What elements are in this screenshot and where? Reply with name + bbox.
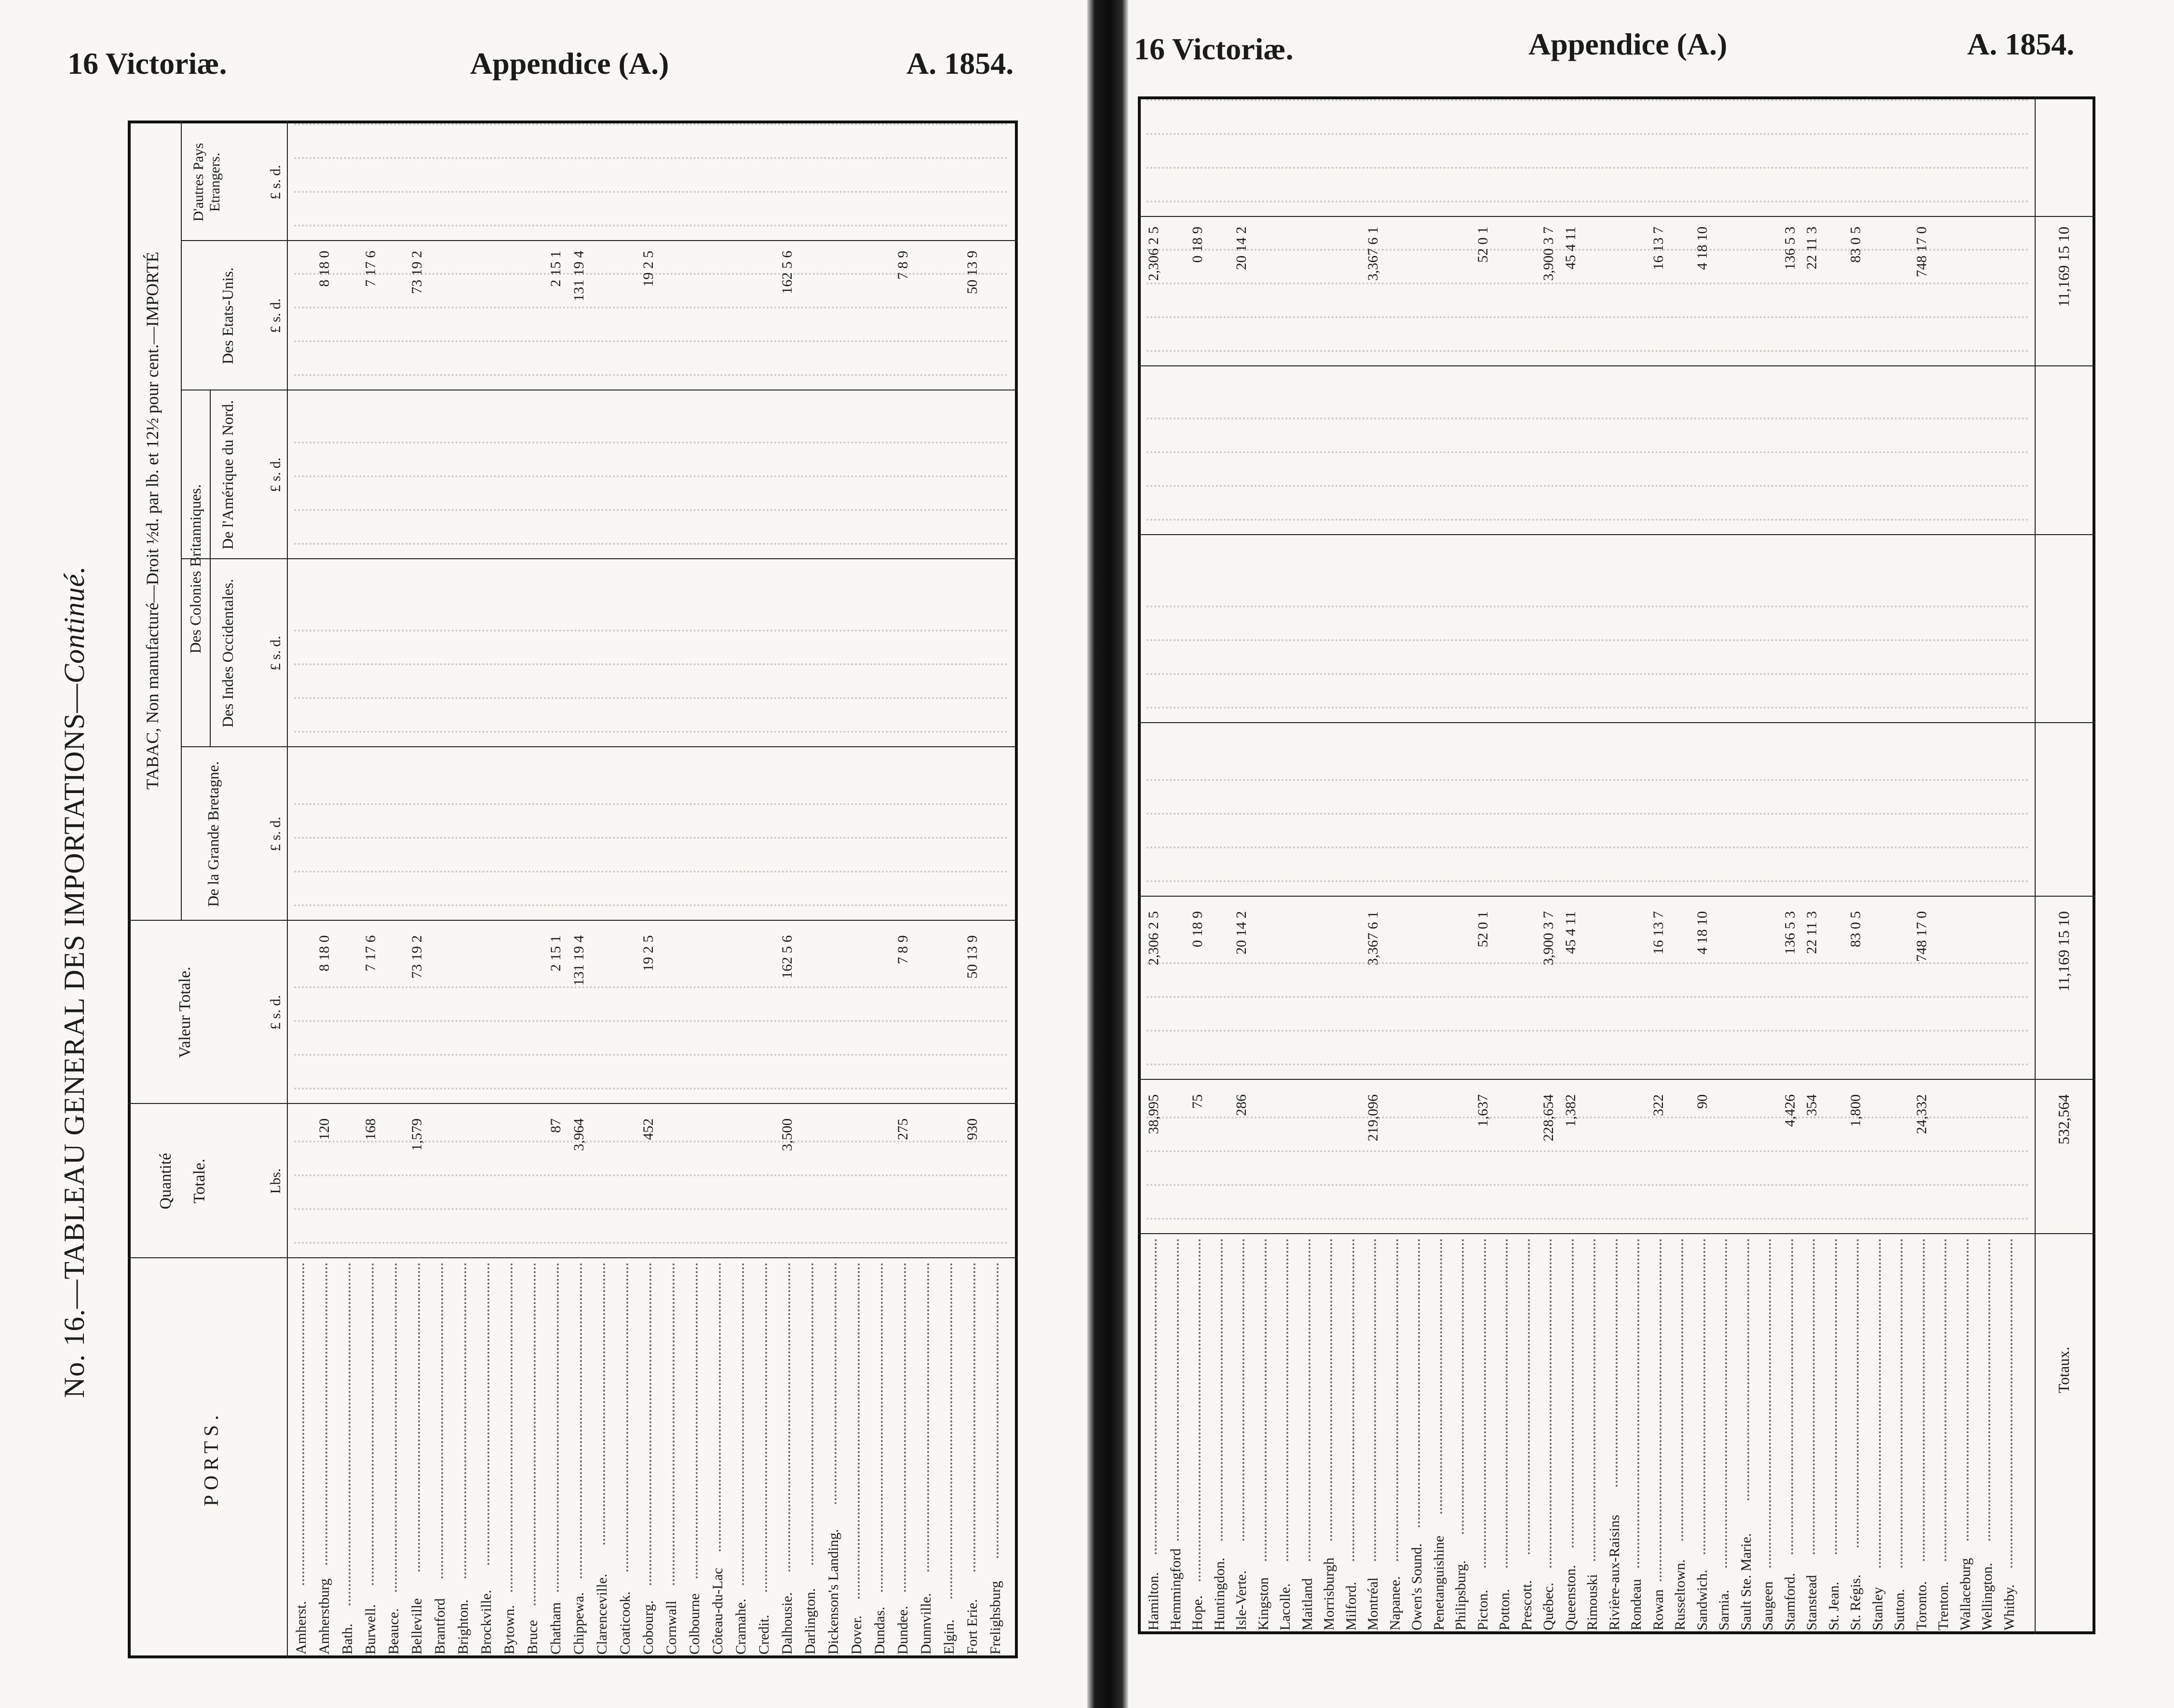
port-name: Picton. xyxy=(1474,1589,1491,1630)
header-year: A. 1854. xyxy=(906,46,1014,81)
port-name: Wallaceburg xyxy=(1957,1558,1973,1630)
port-row xyxy=(896,121,910,1658)
port-value: 73 19 2 xyxy=(409,935,425,979)
port-name: Maitland xyxy=(1299,1578,1315,1630)
port-row xyxy=(1169,96,1183,1634)
port-us-value: 45 4 11 xyxy=(1562,227,1579,269)
port-row xyxy=(942,121,957,1658)
port-row xyxy=(410,121,424,1658)
port-name: Stamford. xyxy=(1782,1573,1798,1630)
port-quantity: 4,426 xyxy=(1782,1094,1798,1127)
port-row xyxy=(595,121,609,1658)
port-value: 20 14 2 xyxy=(1233,911,1249,955)
port-name: Montréal xyxy=(1365,1577,1381,1630)
port-quantity: 168 xyxy=(363,1118,378,1140)
port-name: Rowan xyxy=(1650,1589,1666,1630)
ports-header: PORTS. xyxy=(201,1410,223,1506)
totals-qty: 532,564 xyxy=(2055,1094,2072,1144)
port-quantity: 90 xyxy=(1694,1094,1710,1109)
totals-row xyxy=(2056,96,2076,1634)
port-us-value: 2 15 1 xyxy=(548,251,564,287)
col-other-foreign: D'autres Pays Etrangers. xyxy=(190,143,223,222)
port-row xyxy=(1213,96,1227,1634)
port-name: Potton. xyxy=(1497,1589,1512,1630)
port-row xyxy=(688,121,702,1658)
port-row xyxy=(1629,96,1644,1634)
colonies-header: Des Colonies Britanniques. xyxy=(187,484,204,654)
port-row xyxy=(1278,96,1293,1634)
port-name: Dalhousie. xyxy=(779,1592,795,1654)
port-row xyxy=(387,121,401,1658)
port-row xyxy=(1454,96,1468,1634)
port-name: Dunnville. xyxy=(918,1593,934,1654)
port-name: Rivière-aux-Raisins xyxy=(1606,1515,1622,1630)
port-name: Trenton. xyxy=(1935,1581,1951,1630)
port-name: Lacolle. xyxy=(1277,1583,1293,1630)
port-row xyxy=(1410,96,1424,1634)
port-value: 748 17 0 xyxy=(1913,911,1930,962)
port-quantity: 3,964 xyxy=(571,1118,587,1151)
port-name: Credit. xyxy=(756,1614,772,1654)
port-row xyxy=(965,121,980,1658)
port-name: Côteau-du-Lac xyxy=(710,1568,726,1654)
port-row xyxy=(1915,96,1929,1634)
port-value: 7 8 9 xyxy=(895,935,911,964)
book-gutter xyxy=(1087,0,1128,1708)
port-name: Prescott. xyxy=(1518,1580,1535,1630)
port-us-value: 748 17 0 xyxy=(1913,227,1930,277)
port-row xyxy=(572,121,586,1658)
port-quantity: 354 xyxy=(1804,1094,1820,1116)
port-row xyxy=(479,121,494,1658)
port-row xyxy=(1827,96,1841,1634)
port-name: Sarnia. xyxy=(1716,1589,1732,1630)
port-row xyxy=(826,121,841,1658)
port-us-value: 162 5 6 xyxy=(779,251,795,294)
port-quantity: 38,995 xyxy=(1146,1094,1161,1134)
port-us-value: 4 18 10 xyxy=(1694,227,1710,270)
port-quantity: 322 xyxy=(1650,1094,1666,1116)
port-name: Owen's Sound. xyxy=(1409,1543,1425,1630)
port-name: Toronto. xyxy=(1913,1581,1930,1630)
port-name: Belleville xyxy=(409,1598,425,1654)
port-name: Chippewa. xyxy=(571,1592,587,1654)
port-name: Brockville. xyxy=(478,1589,494,1654)
unit-na: £ s. d. xyxy=(268,457,284,492)
port-row xyxy=(803,121,818,1658)
port-name: Rimouski xyxy=(1584,1574,1600,1630)
port-name: Québec. xyxy=(1540,1582,1556,1630)
port-value: 45 4 11 xyxy=(1562,911,1579,954)
port-row xyxy=(1322,96,1337,1634)
port-row xyxy=(1585,96,1600,1634)
port-row xyxy=(1805,96,1819,1634)
port-name: Amherstburg xyxy=(316,1578,332,1654)
port-name: Napanee. xyxy=(1387,1576,1403,1630)
col-north-america: De l'Amérique du Nord. xyxy=(219,400,236,550)
port-us-value: 52 0 1 xyxy=(1474,227,1491,263)
port-us-value: 3,367 6 1 xyxy=(1365,227,1381,281)
port-value: 3,367 6 1 xyxy=(1365,911,1381,966)
port-row xyxy=(1520,96,1534,1634)
port-row xyxy=(1980,96,1995,1634)
port-row xyxy=(1541,96,1556,1634)
port-name: Bruce xyxy=(525,1620,540,1654)
port-row xyxy=(549,121,563,1658)
port-quantity: 24,332 xyxy=(1913,1094,1930,1134)
totals-label: Totaux. xyxy=(2055,1346,2072,1393)
port-quantity: 1,800 xyxy=(1848,1094,1863,1127)
port-row xyxy=(1739,96,1754,1634)
header-regnal-year-right: 16 Victoriæ. xyxy=(1134,32,1294,66)
port-name: St. Régis. xyxy=(1848,1574,1863,1630)
unit-wi: £ s. d. xyxy=(268,636,284,671)
port-value: 7 17 6 xyxy=(363,935,378,971)
unit-value: £ s. d. xyxy=(268,995,284,1030)
port-value: 22 11 3 xyxy=(1804,911,1820,954)
port-name: Beauce. xyxy=(386,1608,402,1654)
unit-us: £ s. d. xyxy=(268,298,284,333)
port-row xyxy=(1871,96,1885,1634)
port-name: Burwell. xyxy=(363,1604,378,1654)
port-quantity: 275 xyxy=(895,1118,911,1140)
port-name: Stanstead xyxy=(1804,1575,1820,1630)
port-us-value: 83 0 5 xyxy=(1848,227,1863,263)
port-name: Russeltown. xyxy=(1672,1559,1688,1630)
port-name: Dundas. xyxy=(872,1606,888,1654)
port-row xyxy=(988,121,1003,1658)
unit-lbs: Lbs. xyxy=(268,1168,284,1194)
port-us-value: 131 19 4 xyxy=(571,251,587,301)
port-row xyxy=(1344,96,1359,1634)
port-row xyxy=(1366,96,1380,1634)
port-value: 136 5 3 xyxy=(1782,911,1798,955)
port-row xyxy=(1147,96,1161,1634)
port-name: Bytown. xyxy=(501,1605,517,1654)
totals-us: 11,169 15 10 xyxy=(2055,227,2072,307)
port-value: 4 18 10 xyxy=(1694,911,1710,955)
port-name: Cornwall xyxy=(663,1600,679,1654)
totals-value: 11,169 15 10 xyxy=(2055,911,2072,992)
port-name: Dundee. xyxy=(895,1606,911,1654)
port-row xyxy=(1476,96,1490,1634)
port-quantity: 1,382 xyxy=(1562,1094,1579,1127)
port-name: Clarenceville. xyxy=(594,1574,610,1654)
header-appendix: Appendice (A.) xyxy=(470,46,669,81)
port-quantity: 930 xyxy=(964,1118,980,1140)
port-name: Morrisburgh xyxy=(1321,1557,1337,1630)
port-row xyxy=(757,121,771,1658)
port-name: Kingston xyxy=(1255,1577,1271,1630)
port-name: Rondeau xyxy=(1628,1579,1644,1630)
unit-gb: £ s. d. xyxy=(268,817,284,851)
port-quantity: 87 xyxy=(548,1118,564,1133)
port-row xyxy=(873,121,887,1658)
port-row xyxy=(1849,96,1863,1634)
port-name: Philipsburg. xyxy=(1453,1560,1469,1630)
port-value: 8 18 0 xyxy=(316,935,332,971)
port-row xyxy=(1936,96,1951,1634)
port-us-value: 16 13 7 xyxy=(1650,227,1666,270)
port-value: 19 2 5 xyxy=(640,935,656,971)
header-appendix-right: Appendice (A.) xyxy=(1528,27,1728,61)
port-quantity: 452 xyxy=(640,1118,656,1140)
port-name: Fort Erie. xyxy=(964,1599,980,1654)
port-row xyxy=(1717,96,1731,1634)
port-name: Cramahe. xyxy=(733,1599,749,1654)
port-row xyxy=(1564,96,1578,1634)
port-value: 2,306 2 5 xyxy=(1146,911,1161,966)
port-name: Hope. xyxy=(1189,1595,1205,1630)
port-name: Cobourg. xyxy=(640,1600,656,1654)
left-table xyxy=(128,121,1020,1658)
port-name: Coaticook. xyxy=(617,1591,633,1654)
value-header: Valeur Totale. xyxy=(176,967,194,1058)
port-row xyxy=(1783,96,1797,1634)
port-row xyxy=(1673,96,1688,1634)
tabac-header: TABAC, Non manufacturé—Droit ½d. par lb. et 12½ pour cent.—IMPORTÉ xyxy=(143,252,162,790)
port-row xyxy=(1892,96,1907,1634)
port-row xyxy=(364,121,378,1658)
port-quantity: 228,654 xyxy=(1540,1094,1556,1142)
port-us-value: 8 18 0 xyxy=(316,251,332,287)
port-name: St. Jean. xyxy=(1825,1582,1842,1630)
port-name: Chatham xyxy=(548,1602,564,1654)
port-row xyxy=(433,121,447,1658)
port-row xyxy=(1761,96,1775,1634)
port-us-value: 22 11 3 xyxy=(1804,227,1820,269)
port-quantity: 286 xyxy=(1233,1094,1249,1116)
port-value: 162 5 6 xyxy=(779,935,795,979)
port-quantity: 75 xyxy=(1189,1094,1205,1109)
table-title: No. 16.—TABLEAU GENERAL DES IMPORTATIONS—Continué. xyxy=(58,565,90,1398)
port-row xyxy=(850,121,864,1658)
port-row xyxy=(456,121,471,1658)
port-value: 3,900 3 7 xyxy=(1540,911,1556,966)
port-name: Brighton. xyxy=(455,1599,471,1654)
port-quantity: 219,096 xyxy=(1365,1094,1381,1142)
port-name: Frelighsburg xyxy=(987,1581,1003,1654)
port-value: 0 18 9 xyxy=(1189,911,1205,947)
port-row xyxy=(734,121,748,1658)
port-value: 131 19 4 xyxy=(571,935,587,986)
port-row xyxy=(618,121,633,1658)
port-name: Bath. xyxy=(339,1623,355,1654)
port-value: 2 15 1 xyxy=(548,935,564,971)
port-us-value: 0 18 9 xyxy=(1189,227,1205,263)
port-value: 83 0 5 xyxy=(1848,911,1863,947)
port-row xyxy=(1695,96,1710,1634)
port-name: Hemmingford xyxy=(1167,1548,1184,1630)
port-row xyxy=(1958,96,1973,1634)
port-name: Queenston. xyxy=(1562,1565,1579,1630)
port-quantity: 1,637 xyxy=(1474,1094,1491,1127)
port-quantity: 1,579 xyxy=(409,1118,425,1151)
port-row xyxy=(711,121,725,1658)
port-us-value: 3,900 3 7 xyxy=(1540,227,1556,281)
port-name: Saugeen xyxy=(1760,1581,1776,1630)
port-name: Isle-Verte. xyxy=(1233,1570,1249,1630)
port-row xyxy=(1234,96,1249,1634)
port-name: Elgin. xyxy=(941,1619,957,1654)
port-row xyxy=(340,121,355,1658)
port-name: Wellington. xyxy=(1979,1562,1995,1630)
port-row xyxy=(1607,96,1622,1634)
col-united-states: Des Etats-Unis. xyxy=(219,267,236,364)
port-name: Dover. xyxy=(849,1615,864,1654)
port-value: 16 13 7 xyxy=(1650,911,1666,955)
unit-other: £ s. d. xyxy=(268,165,284,200)
port-row xyxy=(1256,96,1271,1634)
port-row xyxy=(1651,96,1666,1634)
port-name: Milford. xyxy=(1343,1582,1359,1630)
port-us-value: 19 2 5 xyxy=(640,251,656,287)
port-value: 50 13 9 xyxy=(964,935,980,979)
quantity-header: Quantité xyxy=(157,1153,175,1210)
port-name: Whitby. xyxy=(2001,1584,2017,1630)
port-row xyxy=(641,121,656,1658)
port-name: Hamilton. xyxy=(1146,1572,1161,1630)
port-name: Brantford xyxy=(432,1598,448,1654)
port-us-value: 7 17 6 xyxy=(363,251,378,287)
port-name: Colbourne xyxy=(687,1593,702,1654)
port-us-value: 20 14 2 xyxy=(1233,227,1249,270)
quantity-header-2: Totale. xyxy=(190,1158,208,1204)
port-us-value: 7 8 9 xyxy=(895,251,911,280)
port-row xyxy=(1388,96,1403,1634)
port-row xyxy=(1498,96,1512,1634)
port-name: Sault Ste. Marie. xyxy=(1738,1533,1754,1630)
port-name: Amherst. xyxy=(293,1601,309,1654)
port-name: Sandwich. xyxy=(1694,1570,1710,1630)
header-regnal-year: 16 Victoriæ. xyxy=(68,46,227,81)
port-row xyxy=(1190,96,1205,1634)
port-name: Huntingdon. xyxy=(1211,1558,1228,1630)
port-row xyxy=(664,121,679,1658)
port-us-value: 73 19 2 xyxy=(409,251,425,294)
port-quantity: 120 xyxy=(316,1118,332,1140)
port-name: Darlington. xyxy=(802,1588,818,1654)
right-table xyxy=(1138,96,2097,1634)
port-name: Sutton. xyxy=(1891,1589,1907,1630)
port-name: Penetanguishine xyxy=(1431,1535,1447,1630)
port-us-value: 136 5 3 xyxy=(1782,227,1798,270)
col-great-britain: De la Grande Bretagne. xyxy=(204,761,222,907)
port-us-value: 2,306 2 5 xyxy=(1146,227,1161,281)
header-year-right: A. 1854. xyxy=(1967,27,2075,61)
right-page xyxy=(1128,0,2174,1708)
ports-list-right xyxy=(1147,96,2034,1634)
col-west-indies: Des Indes Occidentales. xyxy=(219,578,236,728)
port-us-value: 50 13 9 xyxy=(964,251,980,294)
port-row xyxy=(780,121,795,1658)
port-row xyxy=(919,121,933,1658)
port-row xyxy=(317,121,332,1658)
port-name: Dickenson's Landing. xyxy=(825,1529,841,1654)
ports-list-left xyxy=(294,121,1013,1658)
port-name: Stanley xyxy=(1869,1587,1886,1630)
port-row xyxy=(294,121,309,1658)
port-value: 52 0 1 xyxy=(1474,911,1491,947)
port-quantity: 3,500 xyxy=(779,1118,795,1151)
port-row xyxy=(526,121,540,1658)
port-row xyxy=(2002,96,2017,1634)
port-row xyxy=(502,121,517,1658)
port-row xyxy=(1432,96,1446,1634)
port-row xyxy=(1300,96,1315,1634)
